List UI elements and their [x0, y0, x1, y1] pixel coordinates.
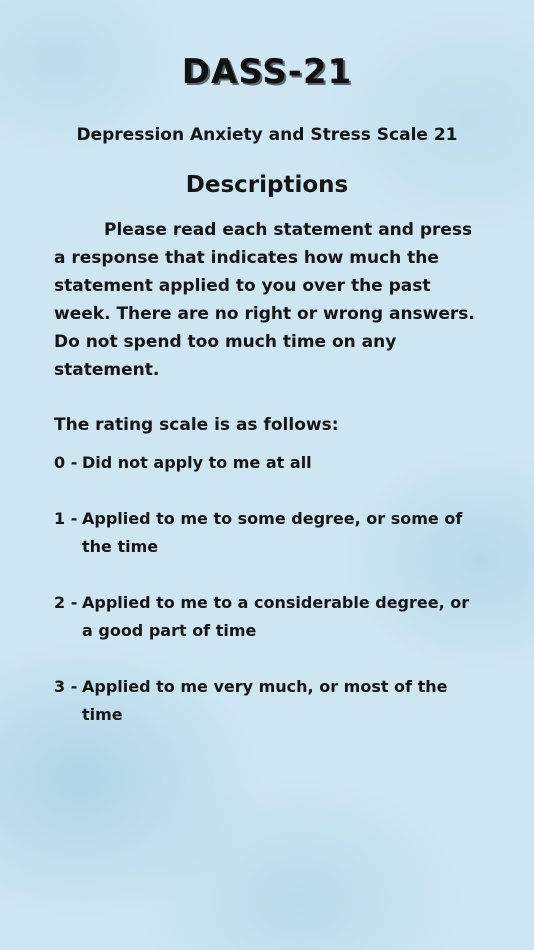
- rating-description: Did not apply to me at all: [82, 453, 312, 472]
- rating-scale-item-0: [54, 449, 484, 477]
- rating-scale-item-2: [54, 589, 484, 645]
- rating-number: 0 -: [54, 453, 78, 472]
- rating-number: 2 -: [54, 593, 78, 612]
- rating-number: 1 -: [54, 509, 78, 528]
- rating-scale-item-1: [54, 505, 484, 561]
- rating-description: Applied to me to a considerable degree, or a good part of time: [82, 593, 470, 640]
- rating-description: Applied to me very much, or most of the time: [82, 677, 448, 724]
- rating-scale-item-3: [54, 673, 484, 729]
- descriptions-heading: Descriptions: [185, 172, 349, 198]
- rating-description: Applied to me to some degree, or some of the time: [82, 509, 463, 556]
- rating-number: 3 -: [54, 677, 78, 696]
- page-subtitle: Depression Anxiety and Stress Scale 21: [76, 125, 458, 145]
- page-title: DASS-21: [181, 52, 353, 92]
- rating-scale-heading: The rating scale is as follows:: [54, 415, 339, 435]
- instructions-paragraph: Please read each statement and press a response that indicates how much the statement applied to you over the past week. There are no right or wrong answers. Do not spend too much time on any statement.: [54, 220, 475, 380]
